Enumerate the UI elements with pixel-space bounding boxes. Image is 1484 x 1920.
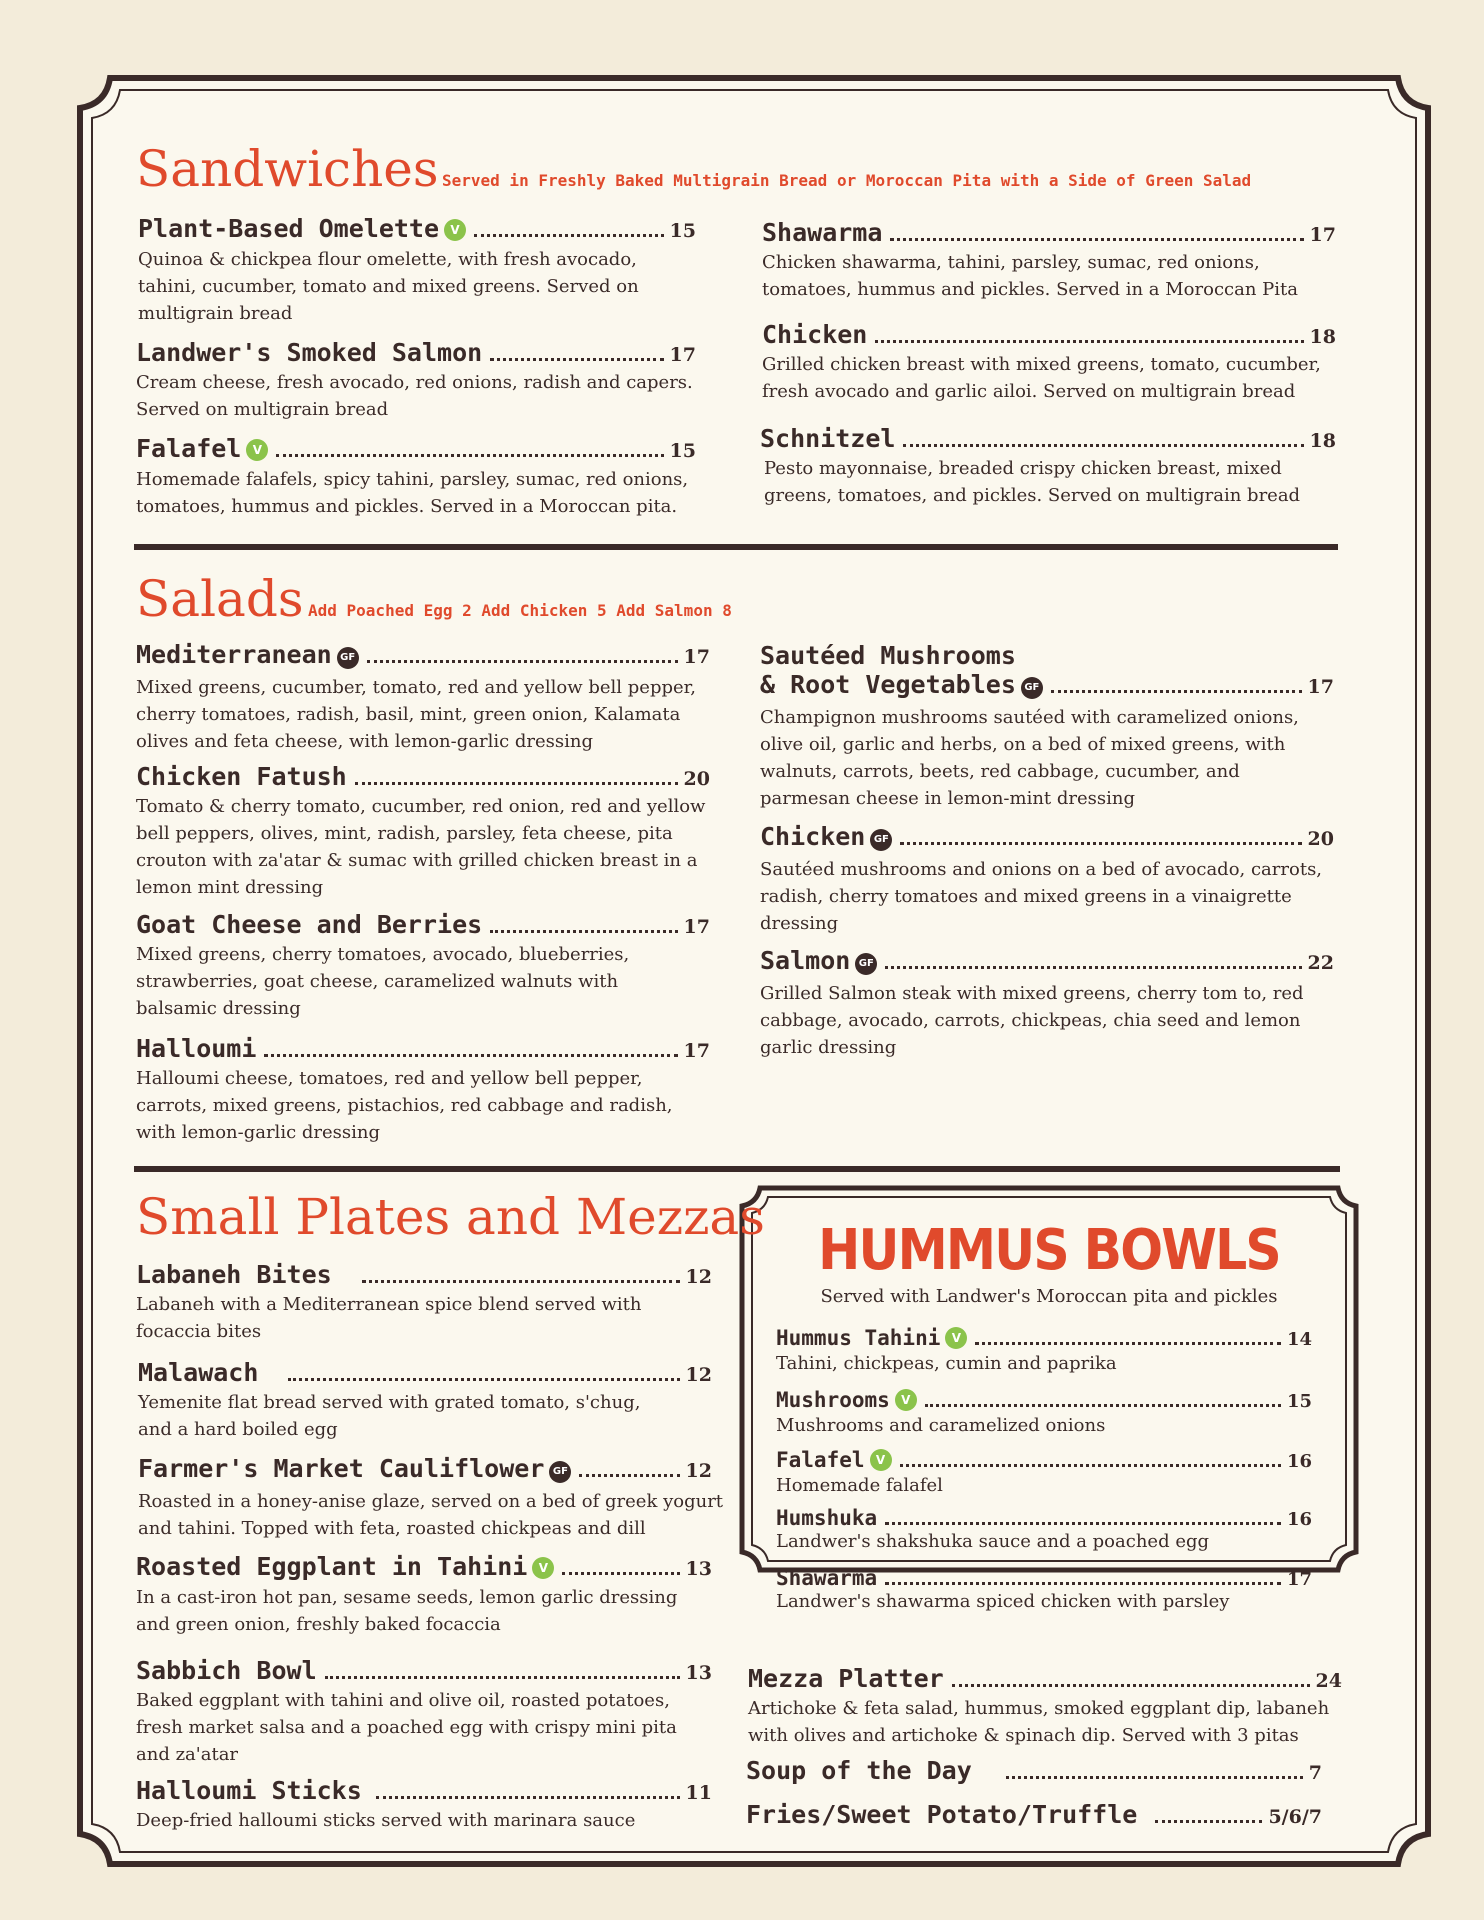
item-name: Shawarma bbox=[762, 218, 883, 247]
sandwiches-subtitle: Served in Freshly Baked Multigrain Bread or Moroccan Pita with a Side of Green Salad bbox=[442, 171, 1252, 190]
item-price: 15 bbox=[669, 440, 696, 462]
menu-item bbox=[760, 641, 1334, 812]
item-price: 7 bbox=[1308, 1762, 1322, 1784]
leader-dots bbox=[490, 930, 677, 933]
item-description: Grilled Salmon steak with mixed greens, cherry tom to, red cabbage, avocado, carrots, chickpeas, chia seed and lemon garlic dressing bbox=[760, 983, 1304, 1058]
item-name: Sabbich Bowl bbox=[136, 1656, 317, 1685]
menu-item bbox=[136, 434, 696, 520]
item-name: Salmon bbox=[760, 946, 851, 975]
item-price: 15 bbox=[1286, 1391, 1312, 1412]
menu-item bbox=[136, 1034, 710, 1146]
item-price: 12 bbox=[685, 1460, 712, 1482]
item-description: Landwer's shawarma spiced chicken with parsley bbox=[776, 1591, 1230, 1612]
item-price: 18 bbox=[1309, 430, 1336, 452]
menu-item bbox=[776, 1448, 1312, 1498]
item-description: Deep-fried halloumi sticks served with marinara sauce bbox=[136, 1810, 636, 1831]
item-price: 11 bbox=[685, 1782, 712, 1804]
item-description: Tahini, chickpeas, cumin and paprika bbox=[776, 1353, 1117, 1374]
menu-item bbox=[746, 1756, 1322, 1785]
leader-dots bbox=[288, 1378, 679, 1381]
leader-dots bbox=[325, 1676, 680, 1679]
item-price: 13 bbox=[685, 1558, 712, 1580]
item-name: Shawarma bbox=[776, 1566, 878, 1590]
leader-dots bbox=[903, 444, 1303, 447]
menu-item bbox=[136, 1656, 712, 1768]
item-description: Champignon mushrooms sautéed with caramelized onions, olive oil, garlic and herbs, on a bed of mixed greens, with walnuts, carrots, beets, red cabbage, cucumber, and parmesan cheese in lemon-mint dressing bbox=[760, 707, 1299, 809]
gluten-free-badge-icon: GF bbox=[1021, 677, 1043, 699]
item-price: 22 bbox=[1307, 952, 1334, 974]
item-description: In a cast-iron hot pan, sesame seeds, lemon garlic dressing and green onion, freshly baked focaccia bbox=[136, 1587, 678, 1635]
leader-dots bbox=[890, 238, 1303, 241]
item-description: Sautéed mushrooms and onions on a bed of avocado, carrots, radish, cherry tomatoes and mixed greens in a vinaigrette dressing bbox=[760, 859, 1323, 934]
item-price: 17 bbox=[1309, 224, 1336, 246]
leader-dots bbox=[355, 782, 678, 785]
menu-item bbox=[776, 1388, 1312, 1438]
menu-item bbox=[138, 1454, 724, 1542]
item-description: Grilled chicken breast with mixed greens, tomato, cucumber, fresh avocado and garlic ailoi. Served on multigrain bread bbox=[762, 354, 1321, 402]
leader-dots bbox=[952, 1684, 1310, 1687]
leader-dots bbox=[885, 1582, 1281, 1585]
item-description: Mushrooms and caramelized onions bbox=[776, 1415, 1106, 1436]
menu-item bbox=[776, 1566, 1312, 1614]
menu-item bbox=[746, 1800, 1322, 1829]
menu-item bbox=[138, 1358, 712, 1443]
hummus-bowls-title: HUMMUS BOWLS bbox=[818, 1218, 1280, 1283]
item-name: Chicken Fatush bbox=[136, 762, 347, 791]
item-description: Homemade falafels, spicy tahini, parsley, sumac, red onions, tomatoes, hummus and pickles. Served in a Moroccan pita. bbox=[136, 469, 689, 517]
item-price: 13 bbox=[685, 1662, 712, 1684]
item-price: 17 bbox=[669, 344, 696, 366]
salads-subtitle: Add Poached Egg 2 Add Chicken 5 Add Salmon 8 bbox=[308, 601, 732, 620]
leader-dots bbox=[900, 1464, 1281, 1467]
gluten-free-badge-icon: GF bbox=[855, 953, 877, 975]
vegan-badge-icon: V bbox=[870, 1449, 892, 1471]
item-price: 5/6/7 bbox=[1268, 1806, 1322, 1828]
leader-dots bbox=[474, 234, 664, 237]
menu-item bbox=[136, 1260, 712, 1345]
item-description: Halloumi cheese, tomatoes, red and yellow bell pepper, carrots, mixed greens, pistachios, red cabbage and radish, with lemon-garlic dressing bbox=[136, 1068, 673, 1143]
salads-title: Salads bbox=[136, 570, 304, 628]
item-name: Farmer's Market Cauliflower bbox=[138, 1454, 545, 1483]
item-description: Roasted in a honey-anise glaze, served on a bed of greek yogurt and tahini. Topped with feta, roasted chickpeas and dill bbox=[138, 1491, 724, 1539]
small-plates-title: Small Plates and Mezzas bbox=[136, 1188, 765, 1246]
item-name: Fries/Sweet Potato/Truffle bbox=[746, 1800, 1138, 1829]
item-price: 17 bbox=[1286, 1569, 1312, 1590]
item-price: 16 bbox=[1286, 1509, 1312, 1530]
item-name: Goat Cheese and Berries bbox=[136, 910, 483, 939]
leader-dots bbox=[875, 340, 1303, 343]
leader-dots bbox=[367, 660, 678, 663]
leader-dots bbox=[490, 358, 663, 361]
leader-dots bbox=[1051, 690, 1302, 693]
item-description: Landwer's shakshuka sauce and a poached egg bbox=[776, 1531, 1210, 1552]
item-price: 17 bbox=[683, 646, 710, 668]
item-description: Pesto mayonnaise, breaded crispy chicken breast, mixed greens, tomatoes, and pickles. Served on multigrain bread bbox=[764, 458, 1301, 506]
menu-item bbox=[776, 1506, 1312, 1554]
leader-dots bbox=[885, 1522, 1281, 1525]
menu-item bbox=[762, 218, 1336, 303]
item-name: Soup of the Day bbox=[746, 1756, 972, 1785]
item-price: 15 bbox=[669, 220, 696, 242]
item-name: Schnitzel bbox=[760, 424, 896, 453]
menu-item bbox=[760, 946, 1334, 1061]
item-name: & Root Vegetables bbox=[760, 670, 1016, 699]
item-name: Plant-Based Omelette bbox=[138, 214, 440, 243]
leader-dots bbox=[900, 842, 1301, 845]
hummus-bowls-box bbox=[742, 1188, 1356, 1570]
section-divider bbox=[134, 544, 1338, 550]
menu-item bbox=[136, 762, 710, 901]
leader-dots bbox=[264, 1054, 677, 1057]
item-name: Falafel bbox=[136, 434, 242, 463]
item-description: Mixed greens, cherry tomatoes, avocado, blueberries, strawberries, goat cheese, caramelized walnuts with balsamic dressing bbox=[136, 944, 630, 1019]
item-price: 17 bbox=[1307, 676, 1334, 698]
item-name: Roasted Eggplant in Tahini bbox=[136, 1552, 528, 1581]
section-divider bbox=[134, 1166, 1340, 1172]
item-name: Chicken bbox=[762, 320, 868, 349]
menu-item bbox=[136, 338, 696, 423]
hummus-bowls-subtitle: Served with Landwer's Moroccan pita and pickles bbox=[820, 1286, 1278, 1307]
item-price: 20 bbox=[1307, 828, 1334, 850]
leader-dots bbox=[562, 1572, 679, 1575]
item-name: Humshuka bbox=[776, 1506, 878, 1530]
item-price: 17 bbox=[683, 916, 710, 938]
menu-item bbox=[748, 1664, 1342, 1749]
menu-item bbox=[138, 214, 696, 327]
gluten-free-badge-icon: GF bbox=[337, 647, 359, 669]
vegan-badge-icon: V bbox=[532, 1557, 554, 1579]
leader-dots bbox=[1155, 1820, 1262, 1823]
item-name: Mezza Platter bbox=[748, 1664, 944, 1693]
menu-item bbox=[136, 1552, 712, 1638]
vegan-badge-icon: V bbox=[895, 1389, 917, 1411]
vegan-badge-icon: V bbox=[945, 1327, 967, 1349]
item-name: Malawach bbox=[138, 1358, 259, 1387]
item-description: Artichoke & feta salad, hummus, smoked eggplant dip, labaneh with olives and artichoke & spinach dip. Served with 3 pitas bbox=[748, 1698, 1330, 1746]
item-price: 12 bbox=[685, 1364, 712, 1386]
item-description: Cream cheese, fresh avocado, red onions, radish and capers. Served on multigrain bread bbox=[136, 372, 693, 420]
item-price: 20 bbox=[683, 768, 710, 790]
item-description: Quinoa & chickpea flour omelette, with fresh avocado, tahini, cucumber, tomato and mixed greens. Served on multigrain bread bbox=[138, 249, 639, 324]
item-price: 24 bbox=[1315, 1670, 1342, 1692]
menu-item bbox=[762, 320, 1336, 405]
item-price: 17 bbox=[683, 1040, 710, 1062]
item-name: Landwer's Smoked Salmon bbox=[136, 338, 483, 367]
item-name: Hummus Tahini bbox=[776, 1326, 941, 1350]
menu-item bbox=[136, 1776, 712, 1834]
leader-dots bbox=[362, 1280, 680, 1283]
item-name-line: Sautéed Mushrooms bbox=[760, 641, 1016, 670]
item-description: Baked eggplant with tahini and olive oil, roasted potatoes, fresh market salsa and a poached egg with crispy mini pita and za'atar bbox=[136, 1690, 677, 1765]
item-price: 18 bbox=[1309, 326, 1336, 348]
leader-dots bbox=[579, 1474, 679, 1477]
item-description: Chicken shawarma, tahini, parsley, sumac, red onions, tomatoes, hummus and pickles. Served in a Moroccan Pita bbox=[762, 252, 1299, 300]
item-name: Labaneh Bites bbox=[136, 1260, 332, 1289]
item-price: 14 bbox=[1286, 1329, 1312, 1350]
leader-dots bbox=[925, 1404, 1281, 1407]
menu-item bbox=[760, 822, 1334, 937]
vegan-badge-icon: V bbox=[246, 439, 268, 461]
item-name: Mushrooms bbox=[776, 1388, 890, 1412]
item-name: Mediterranean bbox=[136, 640, 332, 669]
leader-dots bbox=[276, 454, 663, 457]
menu-item bbox=[136, 910, 710, 1022]
leader-dots bbox=[975, 1342, 1281, 1345]
leader-dots bbox=[376, 1796, 680, 1799]
item-name: Halloumi Sticks bbox=[136, 1776, 362, 1805]
gluten-free-badge-icon: GF bbox=[870, 829, 892, 851]
item-description: Yemenite flat bread served with grated tomato, s'chug, and a hard boiled egg bbox=[138, 1392, 641, 1440]
leader-dots bbox=[1006, 1776, 1303, 1779]
leader-dots bbox=[885, 966, 1301, 969]
gluten-free-badge-icon: GF bbox=[549, 1461, 571, 1483]
item-description: Mixed greens, cucumber, tomato, red and yellow bell pepper, cherry tomatoes, radish, basil, mint, green onion, Kalamata olives and feta cheese, with lemon-garlic dressing bbox=[136, 677, 696, 752]
menu-item bbox=[776, 1326, 1312, 1376]
item-description: Tomato & cherry tomato, cucumber, red onion, red and yellow bell peppers, olives, mint, radish, parsley, feta cheese, pita crouton with za'atar & sumac with grilled chicken breast in a lemon mint dressing bbox=[136, 796, 706, 898]
item-name: Falafel bbox=[776, 1448, 865, 1472]
item-price: 16 bbox=[1286, 1451, 1312, 1472]
item-description: Labaneh with a Mediterranean spice blend served with focaccia bites bbox=[136, 1294, 642, 1342]
menu-item bbox=[136, 640, 710, 755]
sandwiches-title: Sandwiches bbox=[136, 140, 439, 198]
item-name: Halloumi bbox=[136, 1034, 257, 1063]
item-description: Homemade falafel bbox=[776, 1475, 943, 1496]
vegan-badge-icon: V bbox=[444, 219, 466, 241]
item-price: 12 bbox=[685, 1266, 712, 1288]
menu-item bbox=[760, 424, 1336, 509]
item-name: Chicken bbox=[760, 822, 866, 851]
